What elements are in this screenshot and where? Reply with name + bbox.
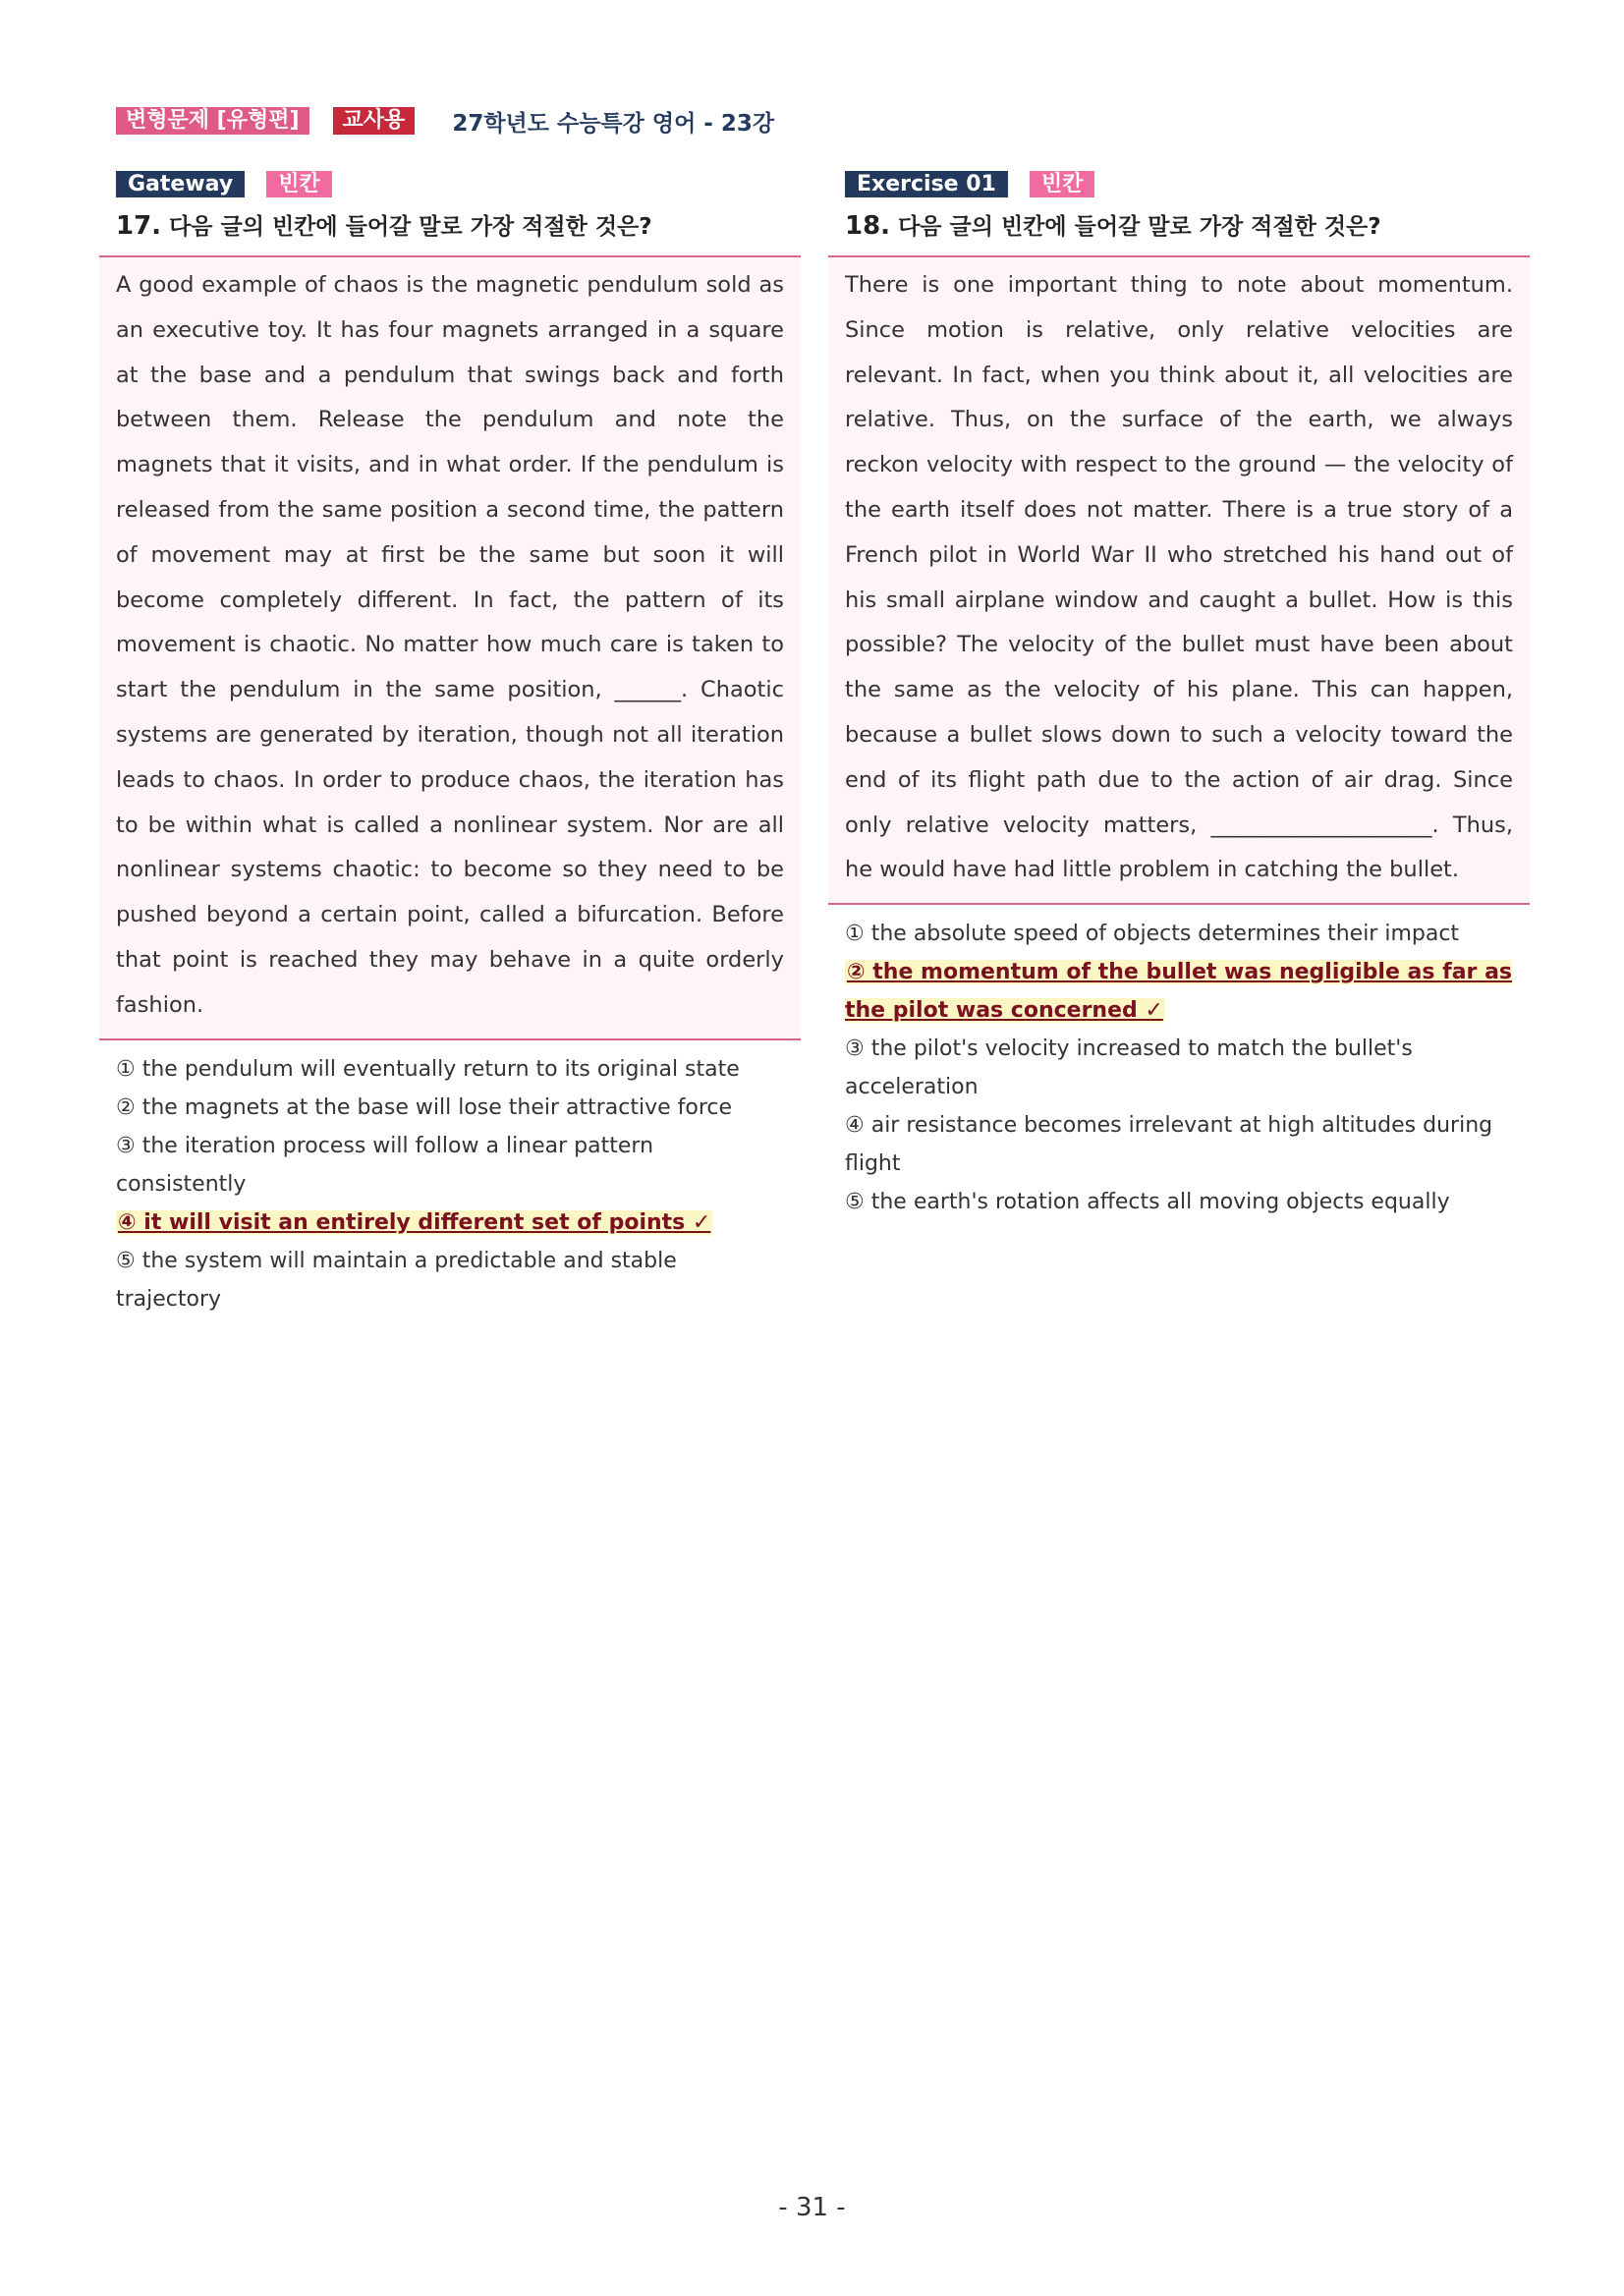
passage-box bbox=[99, 255, 801, 1040]
page-number: - 31 - bbox=[778, 2193, 846, 2222]
choice-1[interactable]: ① the pendulum will eventually return to its original state bbox=[116, 1056, 740, 1082]
choice-list bbox=[99, 1040, 801, 1318]
passage-text: A good example of chaos is the magnetic pendulum sold as an executive toy. It has four magnets arranged in a square at the base and a pendulum that swings back and forth between them. Release the pendulum and note the magnets that it visits, and in what order. If the pendulum is released from the same position a second time, the pattern of movement may at first be the same but soon it will become completely different. In fact, the pattern of its movement is chaotic. No matter how much care is taken to start the pendulum in the same position, ______. Chaotic systems are generated by iteration, though not all iteration leads to chaos. In order to produce chaos, the iteration has to be within what is called a nonlinear system. Nor are all nonlinear systems chaotic: to become so they need to be pushed beyond a certain point, called a bifurcation. Before that point is reached they may behave in a quite orderly fashion. bbox=[116, 272, 784, 1018]
choice-4[interactable]: ④ air resistance becomes irrelevant at high altitudes during flight bbox=[845, 1113, 1493, 1177]
header-title: 27학년도 수능특강 영어 - 23강 bbox=[452, 110, 775, 137]
exercise-label: Exercise 01 bbox=[845, 171, 1008, 197]
left-question-column bbox=[99, 169, 801, 1318]
choice-2-correct[interactable]: ② the momentum of the bullet was negligible as far as the pilot was concerned ✓ bbox=[845, 960, 1513, 1024]
teacher-tag: 교사용 bbox=[333, 107, 416, 135]
choice-1[interactable]: ① the absolute speed of objects determines their impact bbox=[845, 922, 1460, 947]
question-17 bbox=[116, 208, 801, 244]
question-text: 다음 글의 빈칸에 들어갈 말로 가장 적절한 것은? bbox=[169, 214, 652, 240]
choice-5[interactable]: ⑤ the earth's rotation affects all moving objects equally bbox=[845, 1190, 1450, 1215]
blank-type-tag: 빈칸 bbox=[1030, 171, 1095, 197]
passage-text: There is one important thing to note about momentum. Since motion is relative, only relative velocities are relevant. In fact, when you think about it, all velocities are relative. Thus, on the surface of the earth, we always reckon velocity with respect to the ground — the velocity of the earth itself does not matter. There is a true story of a French pilot in World War II who stretched his hand out of his small airplane window and caught a bullet. How is this possible? The velocity of the bullet must have been about the same as the velocity of his plane. This can happen, because a bullet slows down to such a velocity toward the end of its flight path due to the action of air drag. Since only relative velocity matters, ____________________. Thus, he would have had little problem in catching the bullet. bbox=[845, 272, 1513, 883]
choice-5[interactable]: ⑤ the system will maintain a predictable and stable trajectory bbox=[116, 1248, 677, 1312]
variant-tag: 변형문제 [유형편] bbox=[116, 107, 309, 135]
question-18 bbox=[845, 208, 1530, 244]
passage-box bbox=[828, 255, 1530, 905]
page-header bbox=[116, 104, 774, 138]
choice-2[interactable]: ② the magnets at the base will lose their attractive force bbox=[116, 1094, 733, 1120]
blank-type-tag: 빈칸 bbox=[266, 171, 332, 197]
choice-3[interactable]: ③ the pilot's velocity increased to match the bullet's acceleration bbox=[845, 1036, 1413, 1100]
question-number: 18. bbox=[845, 211, 891, 241]
question-text: 다음 글의 빈칸에 들어갈 말로 가장 적절한 것은? bbox=[898, 214, 1381, 240]
right-question-column bbox=[828, 169, 1530, 1221]
question-number: 17. bbox=[116, 211, 162, 241]
choice-list bbox=[828, 905, 1530, 1221]
gateway-label: Gateway bbox=[116, 171, 245, 197]
right-labels bbox=[845, 169, 1530, 198]
choice-4-correct[interactable]: ④ it will visit an entirely different set of points ✓ bbox=[118, 1209, 711, 1235]
choice-3[interactable]: ③ the iteration process will follow a linear pattern consistently bbox=[116, 1133, 654, 1197]
left-labels bbox=[116, 169, 801, 198]
